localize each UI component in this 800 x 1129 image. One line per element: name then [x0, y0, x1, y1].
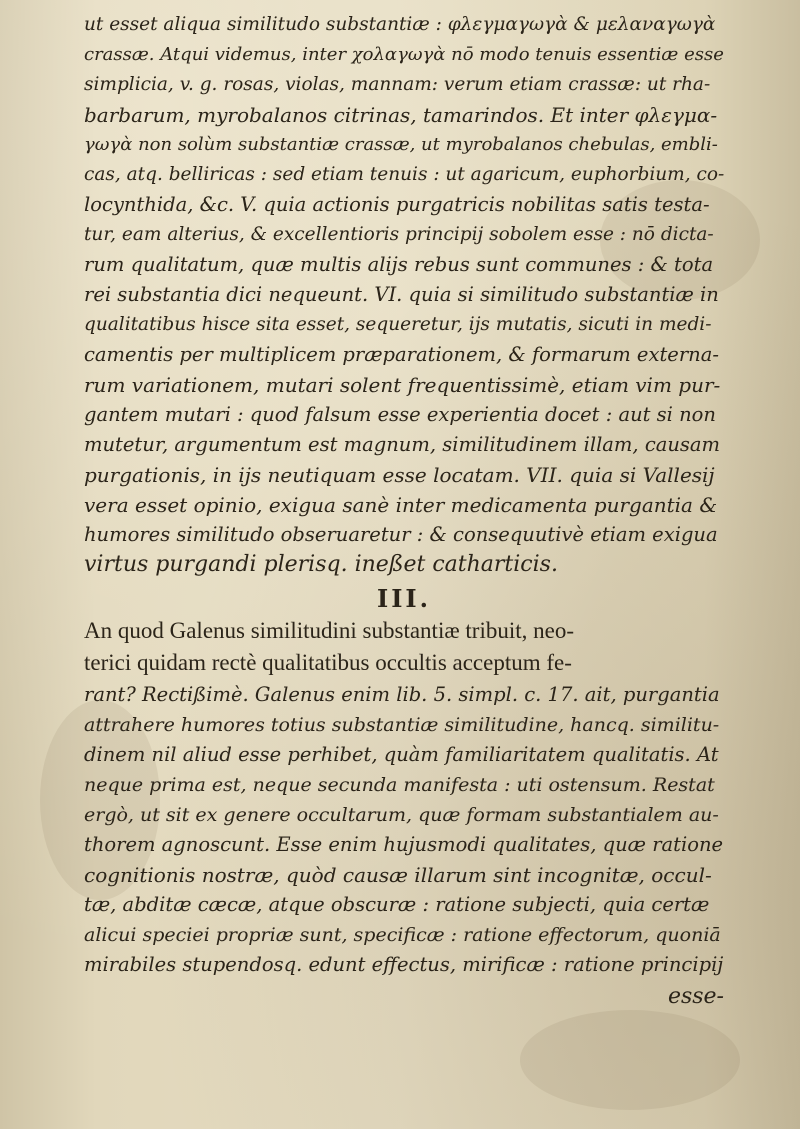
text-line: tæ, abditæ cæcæ, atque obscuræ : ratione subjecti, quia certæ — [84, 893, 710, 916]
text-line: gantem mutari : quod falsum esse experientia docet : aut si non — [84, 403, 716, 426]
text-line: rum variationem, mutari solent frequentissimè, etiam vim pur- — [84, 373, 721, 397]
text-line: thorem agnoscunt. Esse enim hujusmodi qualitates, quæ ratione — [84, 833, 724, 856]
section-heading: III. — [376, 584, 432, 613]
text-line: locynthida, &c. V. quia actionis purgatricis nobilitas satis testa- — [84, 193, 710, 216]
text-line: rei substantia dici nequeunt. VI. quia si similitudo substantiæ in — [84, 283, 719, 306]
text-line: An quod Galenus similitudini substantiæ tribuit, neo- — [84, 618, 575, 643]
text-line: ergò, ut sit ex genere occultarum, quæ formam substantialem au- — [84, 804, 719, 826]
paper-stain — [520, 1010, 740, 1110]
text-line: mirabiles stupendosq. edunt effectus, mirificæ : ratione principij — [84, 953, 724, 976]
text-line: cas, atq. belliricas : sed etiam tenuis : ut agaricum, euphorbium, co- — [84, 164, 725, 185]
text-line: tur, eam alterius, & excellentioris principij sobolem esse : nō dicta- — [84, 224, 714, 245]
text-line: qualitatibus hisce sita esset, sequeretur, ijs mutatis, sicuti in medi- — [84, 314, 712, 335]
text-line: mutetur, argumentum est magnum, similitudinem illam, causam — [84, 433, 721, 456]
text-line: ut esset aliqua similitudo substantiæ : φλεγμαγωγὰ & μελαναγωγὰ — [84, 14, 716, 35]
text-line: virtus purgandi plerisq. ineßet catharticis. — [84, 552, 558, 577]
text-line: attrahere humores totius substantiæ similitudine, hancq. similitu- — [84, 714, 720, 736]
text-line: purgationis, in ijs neutiquam esse locatam. VII. quia si Vallesij — [84, 463, 715, 487]
text-line: rum qualitatum, quæ multis alijs rebus sunt communes : & tota — [84, 253, 714, 276]
text-line: camentis per multiplicem præparationem, & formarum externa- — [84, 343, 719, 366]
text-line: crassæ. Atqui videmus, inter χολαγωγὰ nō modo tenuis essentiæ esse — [84, 44, 724, 65]
text-line: humores similitudo obseruaretur : & consequutivè etiam exigua — [84, 523, 718, 546]
catchword: esse- — [667, 984, 724, 1009]
text-line: terici quidam rectè qualitatibus occultis acceptum fe- — [84, 650, 572, 675]
text-line: barbarum, myrobalanos citrinas, tamarindos. Et inter φλεγμα- — [84, 103, 718, 127]
text-line: rant? Rectißimè. Galenus enim lib. 5. simpl. c. 17. ait, purgantia — [84, 683, 720, 706]
text-line: simplicia, v. g. rosas, violas, mannam: verum etiam crassæ: ut rha- — [84, 74, 711, 95]
text-line: alicui speciei propriæ sunt, specificæ : ratione effectorum, quoniā — [84, 924, 721, 946]
text-line: neque prima est, neque secunda manifesta : uti ostensum. Restat — [84, 774, 715, 796]
text-line: cognitionis nostræ, quòd causæ illarum sint incognitæ, occul- — [84, 863, 712, 887]
text-line: vera esset opinio, exigua sanè inter medicamenta purgantia & — [84, 493, 718, 517]
text-line: γωγὰ non solùm substantiæ crassæ, ut myrobalanos chebulas, embli- — [84, 134, 718, 155]
text-line: dinem nil aliud esse perhibet, quàm familiaritatem qualitatis. At — [84, 743, 719, 766]
